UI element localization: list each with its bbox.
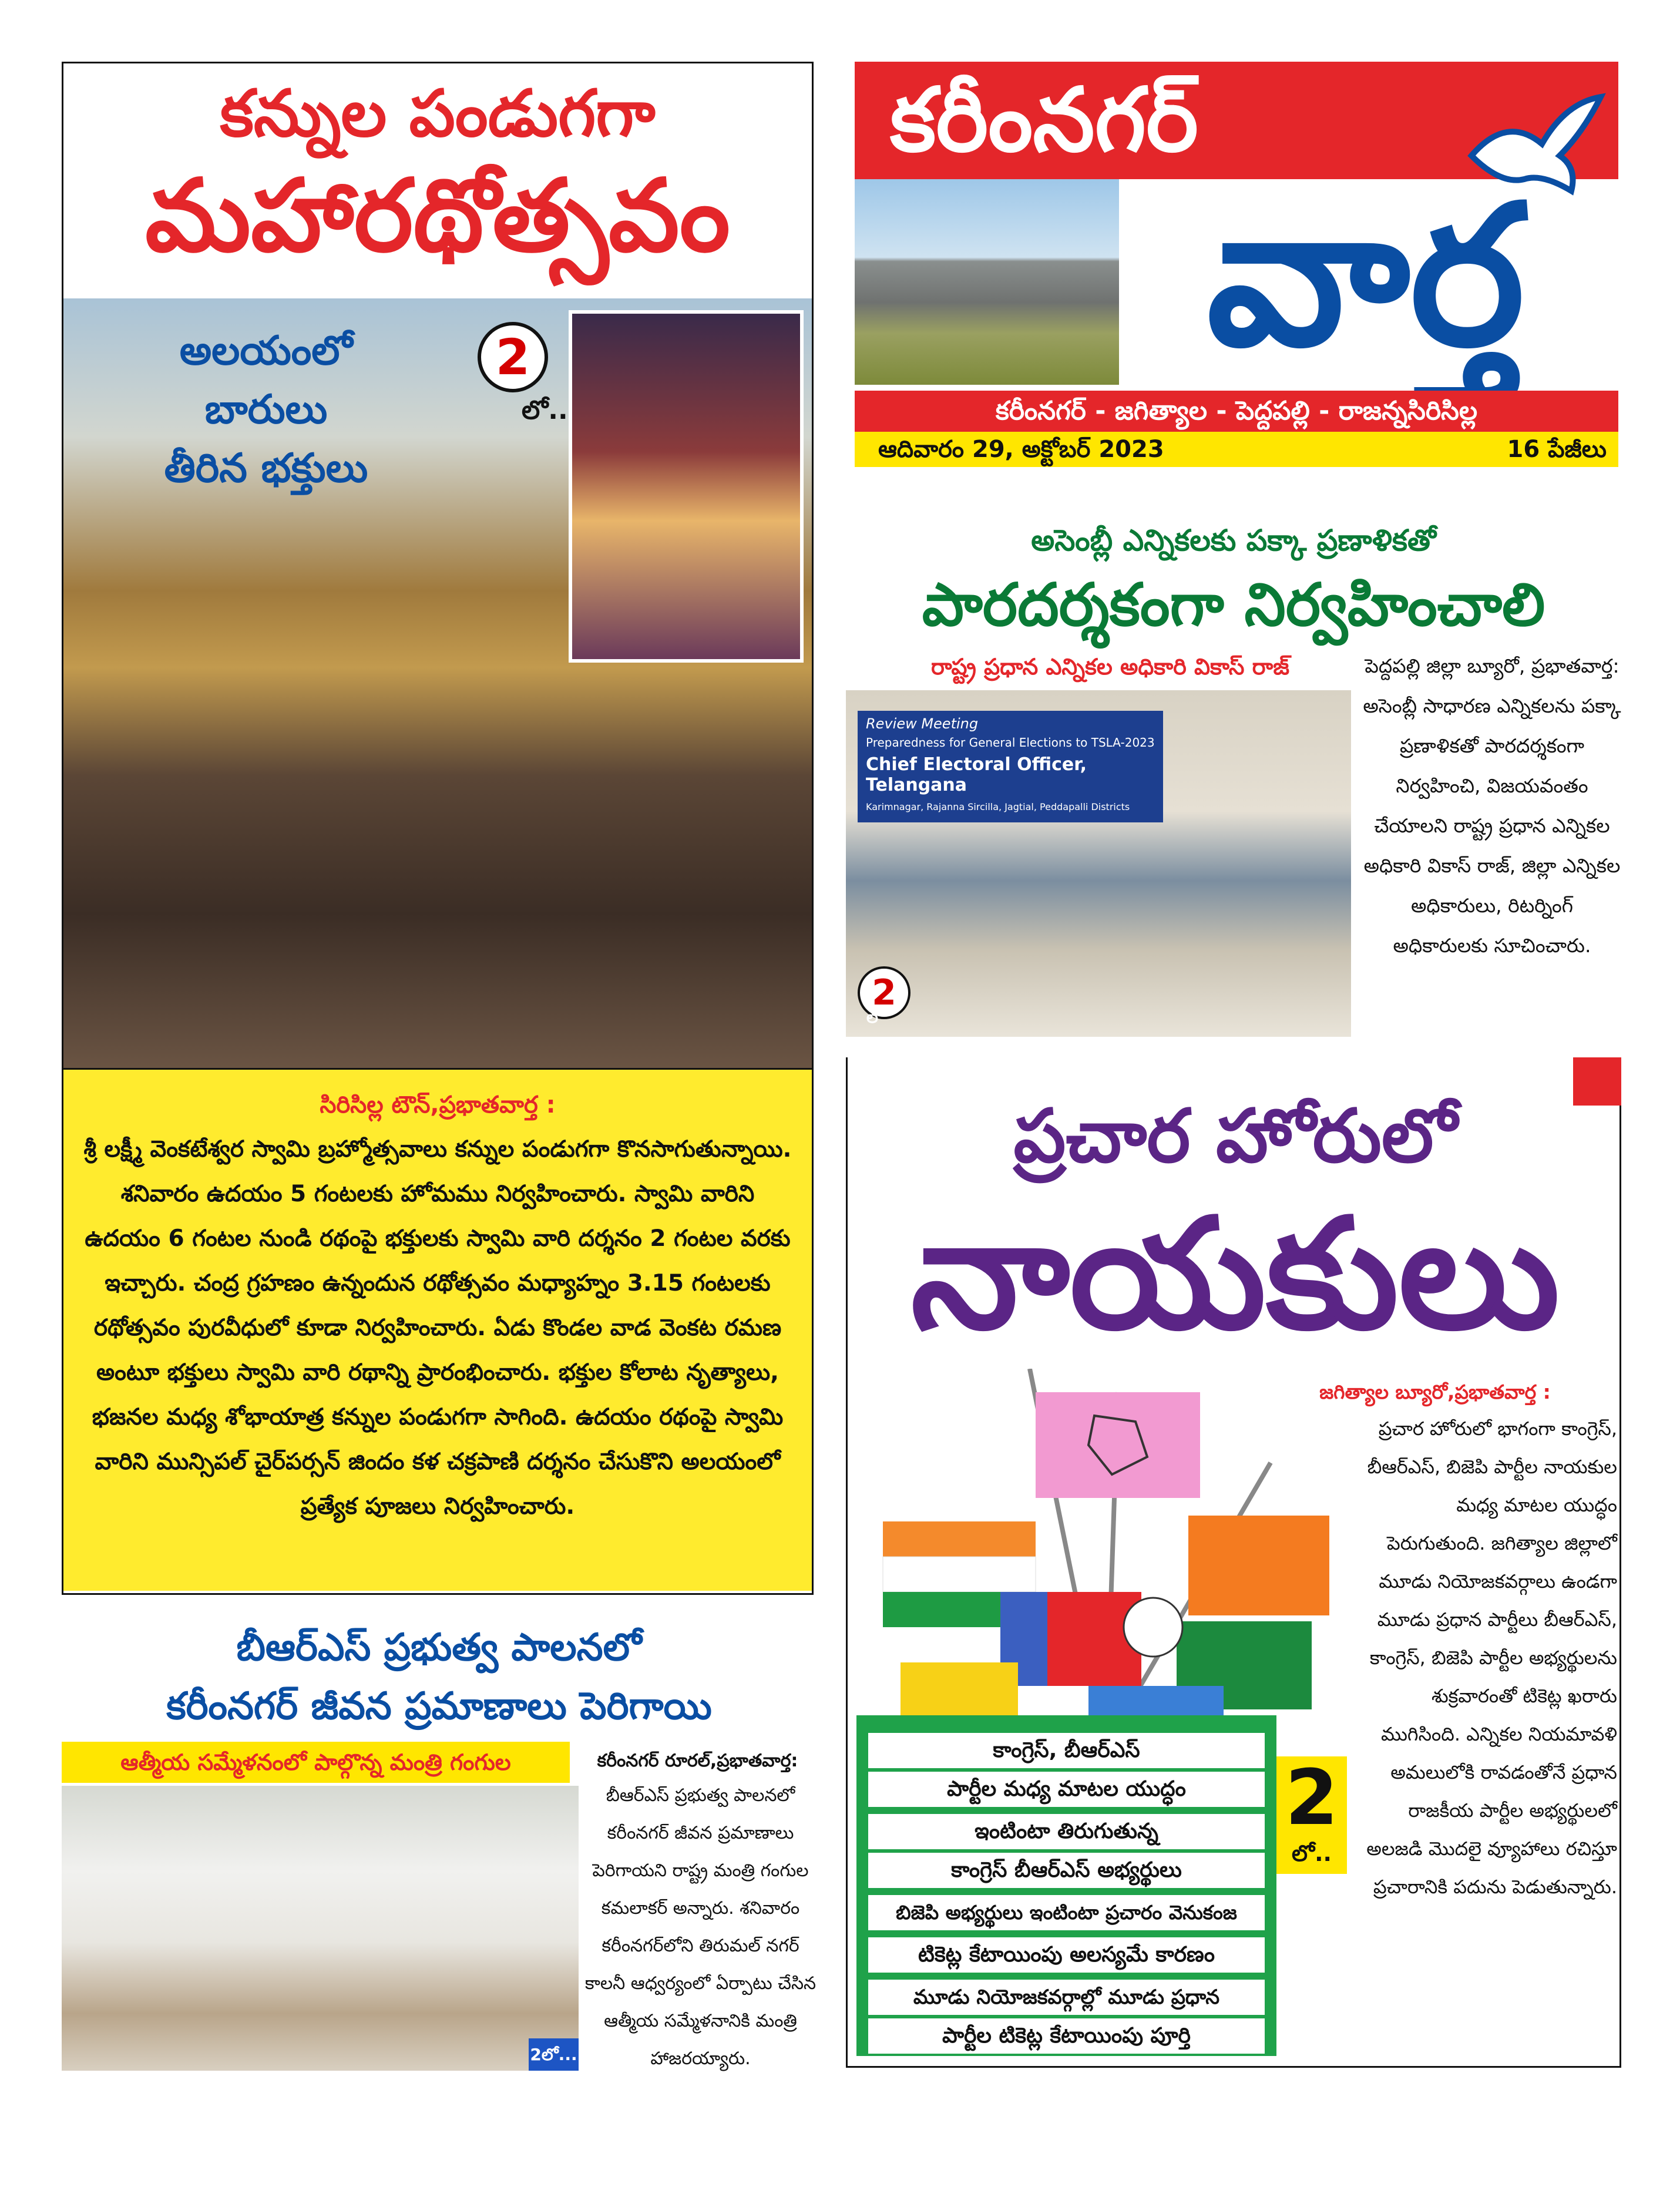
story4-page-ref: 2లో... (529, 2038, 579, 2071)
story3-kicker: ప్రచార హోరులో (1013, 1094, 1457, 1179)
highlight-1: కాంగ్రెస్, బీఆర్ఎస్ (868, 1733, 1265, 1768)
story3-body: ప్రచార హోరులో భాగంగా కాంగ్రెస్, బీఆర్ఎస్, బిజెపి పార్టీల నాయకుల మధ్య మాటల యుద్ధం పెరుగుతుంది. జగిత్యాల జిల్లాలో మూడు నియోజకవర్గాలు ఉండగా మూడు ప్రధాన పార్టీలు బీఆర్ఎస్, కాంగ్రెస్, బిజెపి పార్టీల అభ్యర్థులను శుక్రవారంతో టికెట్ల ఖరారు ముగిసింది. ఎన్నికల నియమావళి అమలులోకి రావడంతోనే ప్రధాన రాజకీయ పార్టీల అభ్యర్థులలో అలజడి మొదలై వ్యూహాలు రచిస్తూ ప్రచారానికి పదును పెడుతున్నారు. (1366, 1417, 1617, 1898)
masthead-title-line2: వార్త (1207, 163, 1525, 389)
story4-body: బీఆర్ఎస్ ప్రభుత్వ పాలనలో కరీంనగర్ జీవన ప్రమాణాలు పెరిగాయని రాష్ట్ర మంత్రి గంగుల కమలాకర్ అన్నారు. శనివారం కరీంనగర్‌లోని తిరుమల్ నగర్ కాలనీ ఆధ్వర్యంలో ఏర్పాటు చేసిన ఆత్మీయ సమ్మేళనానికి మంత్రి హాజరయ్యారు. (584, 1785, 817, 2069)
story3-highlights-box (856, 1715, 1276, 2056)
story1-body: శ్రీ లక్ష్మీ వెంకటేశ్వర స్వామి బ్రహ్మోత్సవాలు కన్నుల పండుగగా కొనసాగుతున్నాయి. శనివారం ఉదయం 5 గంటలకు హోమము నిర్వహించారు. స్వామి వారిని ఉదయం 6 గంటల నుండి రథంపై భక్తులకు స్వామి వారి దర్శనం 2 గంటల వరకు ఇచ్చారు. చంద్ర గ్రహణం ఉన్నందున రథోత్సవం మధ్యాహ్నం 3.15 గంటలకు రథోత్సవం పురవీధులో కూడా నిర్వహించారు. ఏడు కొండల వాడ వెంకట రమణ అంటూ భక్తులు స్వామి వారి రథాన్ని ప్రారంభించారు. భక్తుల కోలాట నృత్యాలు, భజనల మధ్య శోభాయాత్ర కన్నుల పండుగగా సాగింది. ఉదయం రథంపై స్వామి వారిని మున్సిపల్ చైర్‌పర్సన్ జిందం కళ చక్రపాణి దర్శనం చేసుకొని అలయంలో ప్రత్యేక పూజలు నిర్వహించారు. (83, 1136, 792, 1520)
masthead-title-line1: కరీంనగర్ (890, 69, 1199, 172)
districts-text: కరీంనగర్ - జగిత్యాల - పెద్దపల్లి - రాజన్నసిరిసిల్ల (995, 396, 1478, 426)
review-banner (858, 711, 1163, 822)
banner-line-1: Review Meeting (866, 715, 979, 732)
banner-line-2: Preparedness for General Elections to TSLA-2023 (866, 735, 1155, 750)
story1-kicker: కన్నుల పండుగగా (220, 76, 656, 151)
dam-photo (855, 179, 1119, 385)
story2-subhead: రాష్ట్ర ప్రధాన ఎన్నికల అధికారి వికాస్ రాజ్ (930, 654, 1290, 680)
story2-kicker: అసెంబ్లీ ఎన్నికలకు పక్కా ప్రణాళికతో (1031, 523, 1436, 557)
story4-headline-line1: బీఆర్ఎస్ ప్రభుత్వ పాలనలో (236, 1626, 642, 1669)
party-flags-illustration (859, 1369, 1341, 1756)
story1-page-ref: లో.. (522, 395, 568, 425)
banner-line-3: Chief Electoral Officer, Telangana (866, 754, 1087, 795)
story1-caption: అలయంలో బారులు తీరిన భక్తులు (164, 328, 368, 492)
story1-page-badge: 2 (478, 322, 548, 392)
story-rathotsavam (62, 62, 814, 1595)
story2-page-ref: లో (866, 1007, 883, 1027)
story3-ref-box (1276, 1753, 1347, 1874)
banner-line-4: Karimnagar, Rajanna Sircilla, Jagtial, Peddapalli Districts (866, 801, 1130, 812)
highlight-8: పార్టీల టికెట్ల కేటాయింపు పూర్తి (868, 2018, 1265, 2054)
highlight-6: టికెట్ల కేటాయింపు అలస్యమే కారణం (868, 1937, 1265, 1973)
story1-text-box (63, 1068, 812, 1591)
story3-page-badge: 2 (1285, 1753, 1339, 1842)
story1-dateline: సిరిసిల్ల టౌన్,ప్రభాతవార్త : (320, 1091, 556, 1118)
story3-headline: నాయకులు (910, 1186, 1560, 1363)
deity-inset-photo (569, 310, 804, 663)
story4-subhead: ఆత్మీయ సమ్మేళనంలో పాల్గొన్న మంత్రి గంగుల (62, 1742, 570, 1783)
highlight-7: మూడు నియోజకవర్గాల్లో మూడు ప్రధాన (868, 1980, 1265, 2015)
review-meeting-photo (846, 690, 1351, 1037)
story-karimnagar-standards (62, 1618, 817, 2071)
minister-photo (62, 1786, 579, 2071)
story3-dateline: జగిత్యాల బ్యూరో,ప్రభాతవార్త : (1319, 1380, 1551, 1403)
story2-page-badge: 2 (858, 966, 910, 1019)
page-count: 16 పేజీలు (1507, 436, 1607, 463)
highlight-2: పార్టీల మధ్య మాటల యుద్ధం (868, 1772, 1265, 1807)
masthead (855, 62, 1618, 467)
story4-headline-line2: కరీంనగర్ జీవన ప్రమాణాలు పెరిగాయి (166, 1685, 712, 1728)
highlight-4: కాంగ్రెస్ బీఆర్ఎస్ అభ్యర్థులు (868, 1853, 1265, 1888)
highlight-5: బిజెపి అభ్యర్థులు ఇంటింటా ప్రచారం వెనుకంజ (868, 1895, 1265, 1930)
story-campaign (846, 1057, 1621, 2068)
issue-date: ఆదివారం 29, అక్టోబర్ 2023 (878, 436, 1164, 463)
story4-dateline: కరీంనగర్ రూరల్,ప్రభాతవార్త: (597, 1751, 798, 1771)
highlight-3: ఇంటింటా తిరుగుతున్న (868, 1814, 1265, 1849)
story-election-review (846, 517, 1621, 1046)
story1-headline: మహారథోత్సవం (145, 158, 730, 274)
story3-page-ref: లో.. (1292, 1840, 1332, 1866)
story2-headline: పారదర్శకంగా నిర్వహించాలి (922, 570, 1545, 639)
story2-body: పెద్దపల్లి జిల్లా బ్యూరో, ప్రభాతవార్త: అసెంబ్లీ సాధారణ ఎన్నికలను పక్కా ప్రణాళికతో పారదర్శకంగా నిర్వహించి, విజయవంతం చేయాలని రాష్ట్ర ప్రధాన ఎన్నికల అధికారి వికాస్ రాజ్, జిల్లా ఎన్నికల అధికారులు, రిటర్నింగ్ అధికారులకు సూచించారు. (1363, 654, 1621, 957)
